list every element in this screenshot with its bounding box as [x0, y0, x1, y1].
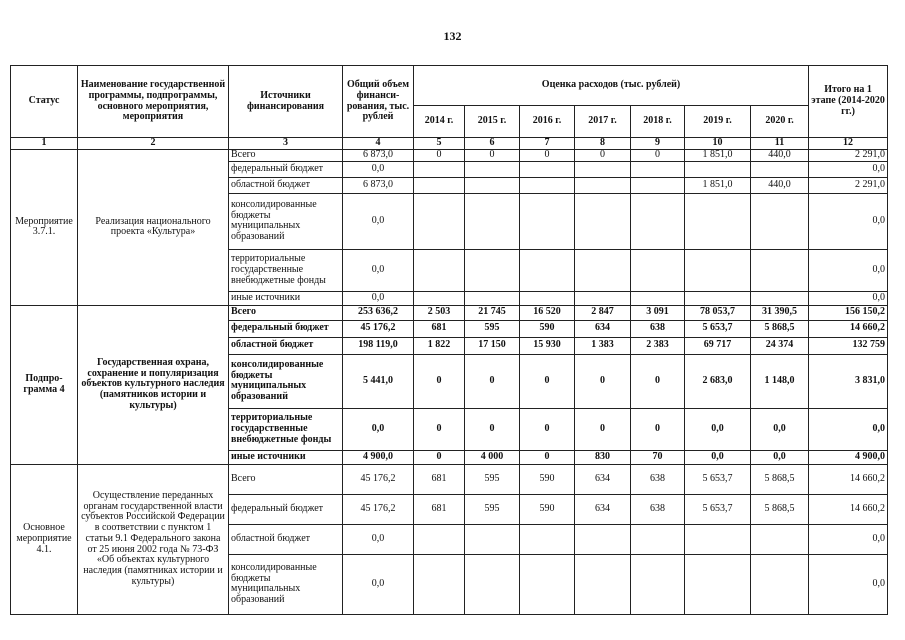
stage-total-cell: 14 660,2 [809, 494, 888, 524]
column-number: 1 [11, 138, 78, 150]
year-cell: 21 745 [465, 305, 520, 320]
group-main-measure-4-1 [11, 464, 888, 614]
row-name: Реализация национального проекта «Культура» [78, 149, 229, 305]
source-cell: иные источники [229, 450, 343, 464]
stage-total-cell: 0,0 [809, 554, 888, 614]
total-cell: 5 441,0 [343, 354, 414, 408]
total-cell: 0,0 [343, 193, 414, 249]
stage-total-cell: 156 150,2 [809, 305, 888, 320]
year-cell: 638 [631, 464, 685, 494]
year-cell [414, 291, 465, 305]
year-cell [631, 249, 685, 291]
year-cell: 5 868,5 [751, 320, 809, 337]
year-cell: 1 851,0 [685, 177, 751, 193]
source-cell: областной бюджет [229, 524, 343, 554]
year-cell: 0 [575, 354, 631, 408]
year-cell [414, 193, 465, 249]
year-cell [631, 554, 685, 614]
year-cell: 1 383 [575, 337, 631, 354]
year-cell: 0 [520, 450, 575, 464]
column-number: 12 [809, 138, 888, 150]
year-cell [465, 177, 520, 193]
header-status: Статус [11, 66, 78, 138]
year-cell: 638 [631, 320, 685, 337]
header-name: Наименование государственной программы, подпрограммы, основного мероприятия, мероприятия [78, 66, 229, 138]
row-name: Осуществление переданных органам государственной власти субъектов Российской Федерации в соответствии с пунктом 1 статьи 9.1 Федерального закона от 25 июня 2002 года № 73-ФЗ «Об объектах культурного наследия (памятниках истории и культуры) [78, 464, 229, 614]
column-number: 9 [631, 138, 685, 150]
year-cell [520, 193, 575, 249]
total-cell: 198 119,0 [343, 337, 414, 354]
year-cell: 17 150 [465, 337, 520, 354]
year-cell [520, 524, 575, 554]
total-cell: 0,0 [343, 161, 414, 177]
year-cell [414, 177, 465, 193]
year-cell: 0 [465, 408, 520, 450]
year-cell: 595 [465, 464, 520, 494]
year-cell: 5 868,5 [751, 494, 809, 524]
table-row [11, 149, 888, 161]
source-cell: областной бюджет [229, 337, 343, 354]
source-cell: областной бюджет [229, 177, 343, 193]
page-number: 132 [443, 29, 462, 43]
year-cell [631, 177, 685, 193]
header-estimate: Оценка расходов (тыс. рублей) [414, 66, 809, 106]
year-cell: 681 [414, 464, 465, 494]
year-cell: 1 851,0 [685, 149, 751, 161]
year-cell: 634 [575, 464, 631, 494]
year-cell [520, 554, 575, 614]
year-cell: 0 [631, 408, 685, 450]
table-row [11, 305, 888, 320]
total-cell: 4 900,0 [343, 450, 414, 464]
group-subprogram-4 [11, 305, 888, 464]
year-cell: 0 [414, 408, 465, 450]
column-number: 8 [575, 138, 631, 150]
year-cell: 0 [520, 354, 575, 408]
year-cell [751, 291, 809, 305]
year-cell: 15 930 [520, 337, 575, 354]
total-cell: 45 176,2 [343, 464, 414, 494]
year-cell [685, 554, 751, 614]
source-cell: федеральный бюджет [229, 320, 343, 337]
year-cell [465, 249, 520, 291]
stage-total-cell: 0,0 [809, 524, 888, 554]
header-sources: Источники финансирования [229, 66, 343, 138]
year-cell [631, 193, 685, 249]
year-cell: 440,0 [751, 149, 809, 161]
year-cell: 31 390,5 [751, 305, 809, 320]
year-cell: 638 [631, 494, 685, 524]
header-stage-total: Итого на 1 этапе (2014-2020 гг.) [809, 66, 888, 138]
year-cell: 0 [520, 149, 575, 161]
source-cell: Всего [229, 464, 343, 494]
total-cell: 0,0 [343, 291, 414, 305]
year-cell: 440,0 [751, 177, 809, 193]
year-cell: 634 [575, 494, 631, 524]
year-cell: 590 [520, 320, 575, 337]
year-cell [520, 161, 575, 177]
year-cell: 70 [631, 450, 685, 464]
year-cell: 0 [465, 354, 520, 408]
total-cell: 6 873,0 [343, 177, 414, 193]
row-status: Подпро-грамма 4 [11, 305, 78, 464]
stage-total-cell: 2 291,0 [809, 149, 888, 161]
year-cell: 0,0 [685, 450, 751, 464]
column-number: 6 [465, 138, 520, 150]
year-cell: 16 520 [520, 305, 575, 320]
source-cell: федеральный бюджет [229, 494, 343, 524]
total-cell: 0,0 [343, 408, 414, 450]
header-year: 2018 г. [631, 106, 685, 138]
total-cell: 0,0 [343, 554, 414, 614]
year-cell: 2 847 [575, 305, 631, 320]
year-cell [575, 554, 631, 614]
year-cell: 1 148,0 [751, 354, 809, 408]
year-cell [414, 161, 465, 177]
header-year: 2014 г. [414, 106, 465, 138]
year-cell: 5 653,7 [685, 320, 751, 337]
row-name: Государственная охрана, сохранение и популяризация объектов культурного наследия (памятников истории и культуры) [78, 305, 229, 464]
budget-table [10, 65, 888, 615]
row-status: Основное мероприятие 4.1. [11, 464, 78, 614]
year-cell: 24 374 [751, 337, 809, 354]
year-cell: 681 [414, 494, 465, 524]
year-cell [575, 177, 631, 193]
year-cell [685, 524, 751, 554]
year-cell [751, 161, 809, 177]
year-cell [575, 161, 631, 177]
year-cell: 5 868,5 [751, 464, 809, 494]
header-total-volume: Общий объем финанси-рования, тыс. рублей [343, 66, 414, 138]
stage-total-cell: 0,0 [809, 291, 888, 305]
year-cell: 590 [520, 494, 575, 524]
year-cell [520, 291, 575, 305]
year-cell: 0 [575, 149, 631, 161]
year-cell [575, 193, 631, 249]
total-cell: 6 873,0 [343, 149, 414, 161]
year-cell [414, 249, 465, 291]
source-cell: территориальные государственные внебюджетные фонды [229, 249, 343, 291]
year-cell [751, 193, 809, 249]
year-cell [465, 291, 520, 305]
year-cell [685, 291, 751, 305]
stage-total-cell: 0,0 [809, 408, 888, 450]
column-number: 11 [751, 138, 809, 150]
total-cell: 0,0 [343, 524, 414, 554]
year-cell [520, 177, 575, 193]
year-cell [631, 524, 685, 554]
year-cell: 3 091 [631, 305, 685, 320]
stage-total-cell: 0,0 [809, 249, 888, 291]
source-cell: консолидированные бюджеты муниципальных образований [229, 554, 343, 614]
year-cell [465, 161, 520, 177]
column-number: 3 [229, 138, 343, 150]
header-year: 2016 г. [520, 106, 575, 138]
year-cell [465, 554, 520, 614]
total-cell: 0,0 [343, 249, 414, 291]
year-cell [414, 554, 465, 614]
year-cell [685, 249, 751, 291]
column-number: 5 [414, 138, 465, 150]
source-cell: территориальные государственные внебюджетные фонды [229, 408, 343, 450]
year-cell: 0 [465, 149, 520, 161]
year-cell [751, 249, 809, 291]
year-cell: 69 717 [685, 337, 751, 354]
total-cell: 253 636,2 [343, 305, 414, 320]
year-cell: 681 [414, 320, 465, 337]
stage-total-cell: 0,0 [809, 193, 888, 249]
row-status: Мероприятие 3.7.1. [11, 149, 78, 305]
source-cell: консолидированные бюджеты муниципальных образований [229, 354, 343, 408]
year-cell: 0 [631, 149, 685, 161]
year-cell [751, 524, 809, 554]
year-cell: 0 [414, 354, 465, 408]
year-cell [685, 161, 751, 177]
year-cell: 0 [631, 354, 685, 408]
year-cell [575, 524, 631, 554]
header-year: 2015 г. [465, 106, 520, 138]
year-cell: 5 653,7 [685, 464, 751, 494]
year-cell: 0 [414, 149, 465, 161]
source-cell: федеральный бюджет [229, 161, 343, 177]
table-row [11, 464, 888, 494]
year-cell [465, 524, 520, 554]
table-header [11, 66, 888, 150]
year-cell: 0 [414, 450, 465, 464]
stage-total-cell: 0,0 [809, 161, 888, 177]
year-cell [465, 193, 520, 249]
year-cell: 0 [575, 408, 631, 450]
stage-total-cell: 4 900,0 [809, 450, 888, 464]
year-cell: 0,0 [751, 450, 809, 464]
stage-total-cell: 14 660,2 [809, 320, 888, 337]
year-cell: 2 383 [631, 337, 685, 354]
column-number: 10 [685, 138, 751, 150]
column-number: 7 [520, 138, 575, 150]
year-cell [751, 554, 809, 614]
year-cell [631, 291, 685, 305]
year-cell: 595 [465, 320, 520, 337]
year-cell: 2 683,0 [685, 354, 751, 408]
year-cell: 4 000 [465, 450, 520, 464]
source-cell: иные источники [229, 291, 343, 305]
stage-total-cell: 3 831,0 [809, 354, 888, 408]
year-cell: 590 [520, 464, 575, 494]
year-cell: 595 [465, 494, 520, 524]
year-cell: 2 503 [414, 305, 465, 320]
source-cell: консолидированные бюджеты муниципальных образований [229, 193, 343, 249]
year-cell [685, 193, 751, 249]
header-year: 2019 г. [685, 106, 751, 138]
group-measure-3-7-1 [11, 149, 888, 305]
total-cell: 45 176,2 [343, 494, 414, 524]
year-cell [575, 249, 631, 291]
year-cell: 78 053,7 [685, 305, 751, 320]
year-cell [631, 161, 685, 177]
total-cell: 45 176,2 [343, 320, 414, 337]
header-year: 2017 г. [575, 106, 631, 138]
year-cell: 830 [575, 450, 631, 464]
year-cell: 634 [575, 320, 631, 337]
year-cell: 1 822 [414, 337, 465, 354]
source-cell: Всего [229, 305, 343, 320]
year-cell: 5 653,7 [685, 494, 751, 524]
header-year: 2020 г. [751, 106, 809, 138]
year-cell: 0 [520, 408, 575, 450]
year-cell: 0,0 [685, 408, 751, 450]
year-cell [414, 524, 465, 554]
column-number: 4 [343, 138, 414, 150]
column-number: 2 [78, 138, 229, 150]
stage-total-cell: 132 759 [809, 337, 888, 354]
year-cell: 0,0 [751, 408, 809, 450]
year-cell [520, 249, 575, 291]
year-cell [575, 291, 631, 305]
stage-total-cell: 2 291,0 [809, 177, 888, 193]
stage-total-cell: 14 660,2 [809, 464, 888, 494]
source-cell: Всего [229, 149, 343, 161]
